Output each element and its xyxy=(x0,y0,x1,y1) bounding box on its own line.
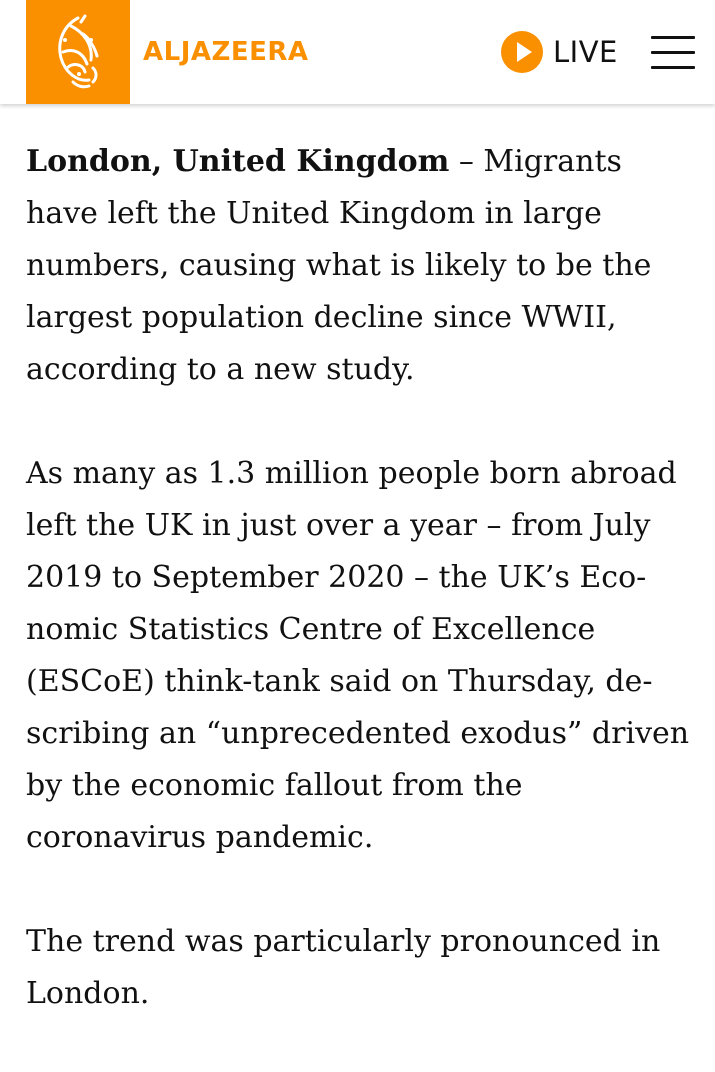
dateline: London, United Kingdom xyxy=(26,144,450,179)
menu-bar-bottom xyxy=(651,66,695,69)
article-paragraph-3: The trend was particularly pronounced in London. xyxy=(26,924,661,1011)
article-paragraph-1 xyxy=(26,136,696,396)
article-paragraph-2: As many as 1.3 million people born abroad left the UK in just over a year – from July 2019 to September 2020 – the UK’s Economic Statistics Centre of Excellence (ESCoE) think-tank said on Thursday, describing an “unprecedented exodus” driven by the economic fallout from the coronavirus pandemic. xyxy=(26,456,690,855)
article-body xyxy=(26,136,696,1072)
aljazeera-logo[interactable] xyxy=(26,0,130,104)
hamburger-menu-icon[interactable] xyxy=(651,36,695,70)
play-circle-icon xyxy=(500,30,544,74)
calligraphy-logo-icon xyxy=(43,12,113,92)
site-header xyxy=(0,0,715,104)
menu-bar-top xyxy=(651,36,695,39)
live-label: LIVE xyxy=(553,35,618,69)
live-button[interactable] xyxy=(500,29,618,75)
brand-name[interactable]: ALJAZEERA xyxy=(143,37,309,67)
menu-bar-middle xyxy=(651,51,695,54)
paragraph-1-text: – Migrants have left the United Kingdom in large numbers, causing what is likely to be the largest population decline since WWII, according to a new study. xyxy=(26,144,652,387)
